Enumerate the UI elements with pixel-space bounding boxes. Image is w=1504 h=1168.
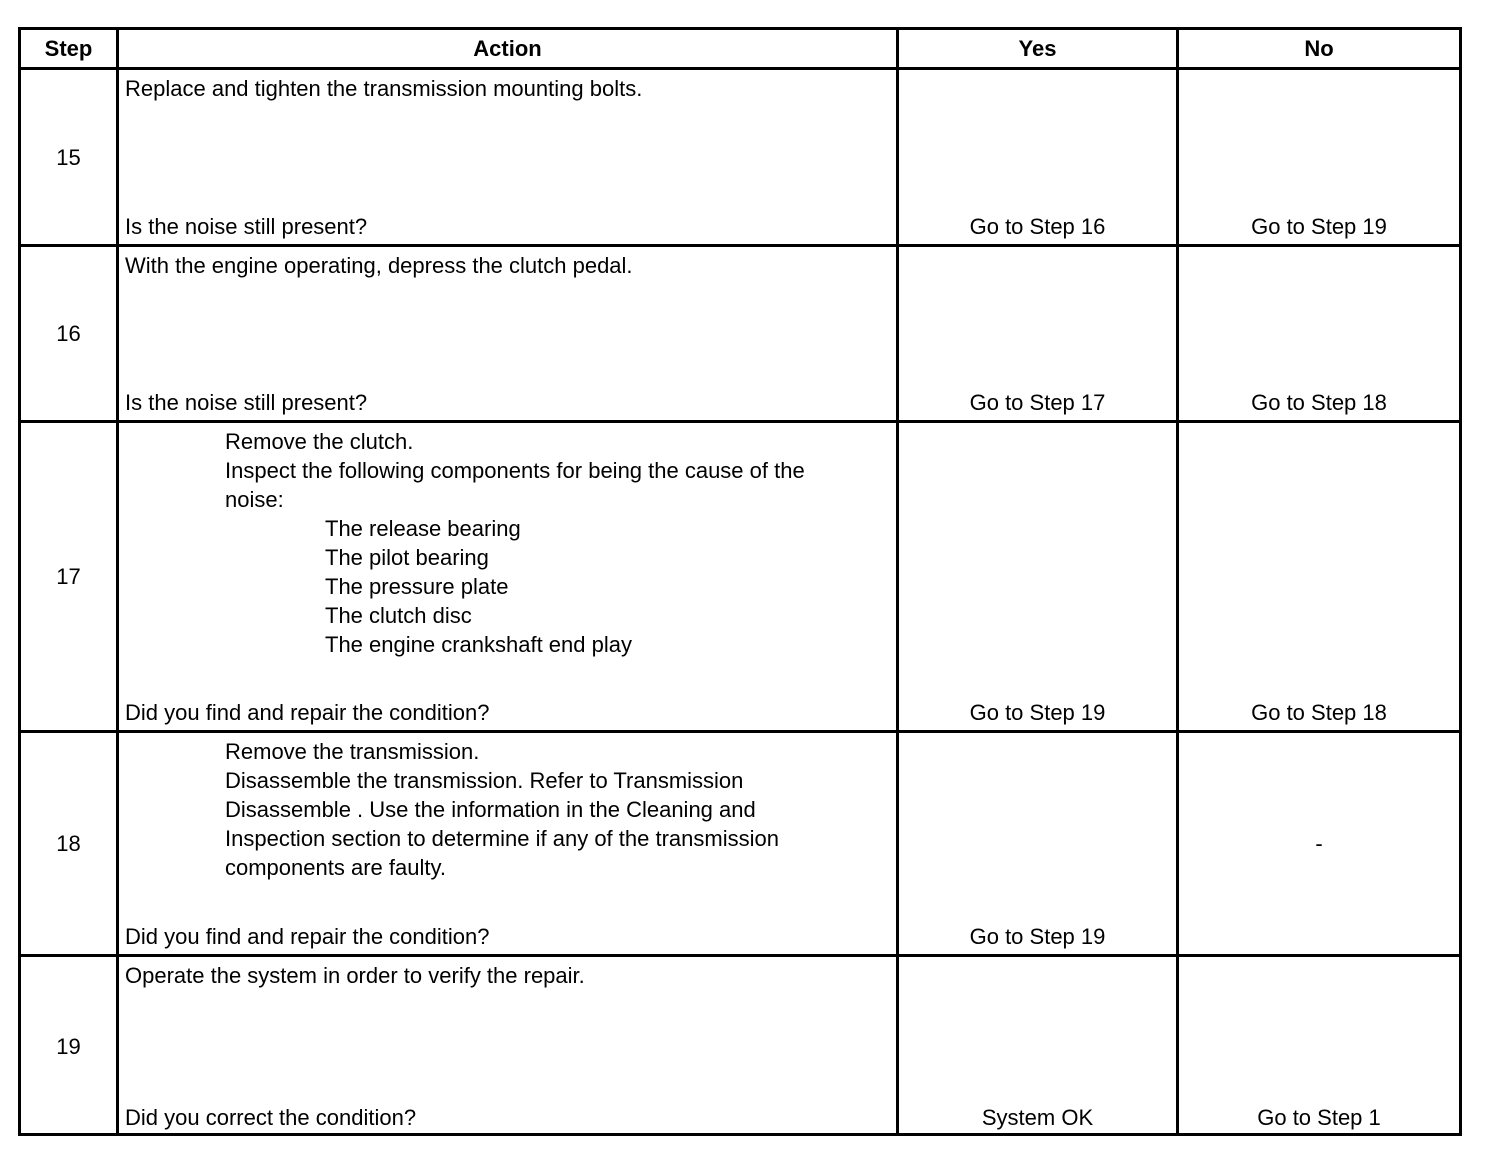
header-action: Action <box>119 30 899 70</box>
header-step: Step <box>21 30 119 70</box>
action-line: Operate the system in order to verify the repair. <box>125 963 585 988</box>
no-result: Go to Step 19 <box>1251 214 1387 239</box>
no-cell <box>1179 247 1459 423</box>
action-line: Replace and tighten the transmission mounting bolts. <box>125 76 643 101</box>
action-text <box>125 427 888 659</box>
action-line: Remove the transmission. <box>225 739 480 764</box>
action-text <box>125 961 888 990</box>
yes-result: Go to Step 17 <box>969 390 1106 415</box>
action-line: Disassemble the transmission. Refer to Transmission <box>225 768 744 793</box>
action-question: Did you correct the condition? <box>125 1105 417 1130</box>
header-yes: Yes <box>899 30 1179 70</box>
action-line: Inspection section to determine if any of the transmission <box>225 826 779 851</box>
action-line: components are faulty. <box>225 855 446 880</box>
action-question: Is the noise still present? <box>125 214 368 239</box>
action-text <box>125 251 888 280</box>
no-result: - <box>1315 831 1323 856</box>
action-line: With the engine operating, depress the clutch pedal. <box>125 253 633 278</box>
yes-cell <box>899 423 1179 733</box>
no-cell <box>1179 70 1459 247</box>
action-cell <box>119 70 899 247</box>
no-cell <box>1179 733 1459 957</box>
step-number: 16 <box>21 247 119 423</box>
header-no: No <box>1179 30 1459 70</box>
action-line: noise: <box>225 487 284 512</box>
no-cell <box>1179 423 1459 733</box>
component-list-item: The pilot bearing <box>325 545 489 570</box>
action-question: Is the noise still present? <box>125 390 368 415</box>
no-result: Go to Step 18 <box>1251 390 1387 415</box>
component-list-item: The pressure plate <box>325 574 509 599</box>
action-line: Inspect the following components for being the cause of the <box>225 458 805 483</box>
component-list-item: The engine crankshaft end play <box>325 632 632 657</box>
step-number: 15 <box>21 70 119 247</box>
yes-cell <box>899 733 1179 957</box>
action-cell <box>119 247 899 423</box>
no-cell <box>1179 957 1459 1135</box>
yes-result: Go to Step 19 <box>969 700 1106 725</box>
action-cell <box>119 957 899 1135</box>
component-list-item: The clutch disc <box>325 603 472 628</box>
component-list-item: The release bearing <box>325 516 521 541</box>
yes-cell <box>899 247 1179 423</box>
yes-result: Go to Step 16 <box>969 214 1106 239</box>
yes-result: System OK <box>981 1105 1094 1130</box>
no-result: Go to Step 1 <box>1257 1105 1381 1130</box>
diagnostic-table <box>18 27 1462 1136</box>
action-line: Remove the clutch. <box>225 429 414 454</box>
yes-cell <box>899 957 1179 1135</box>
action-line: Disassemble . Use the information in the Cleaning and <box>225 797 756 822</box>
action-cell <box>119 423 899 733</box>
step-number: 19 <box>21 957 119 1135</box>
yes-result: Go to Step 19 <box>969 924 1106 949</box>
no-result: Go to Step 18 <box>1251 700 1387 725</box>
step-number: 17 <box>21 423 119 733</box>
action-text <box>125 737 888 882</box>
yes-cell <box>899 70 1179 247</box>
step-number: 18 <box>21 733 119 957</box>
action-question: Did you find and repair the condition? <box>125 700 490 725</box>
action-cell <box>119 733 899 957</box>
action-text <box>125 74 888 103</box>
action-question: Did you find and repair the condition? <box>125 924 490 949</box>
